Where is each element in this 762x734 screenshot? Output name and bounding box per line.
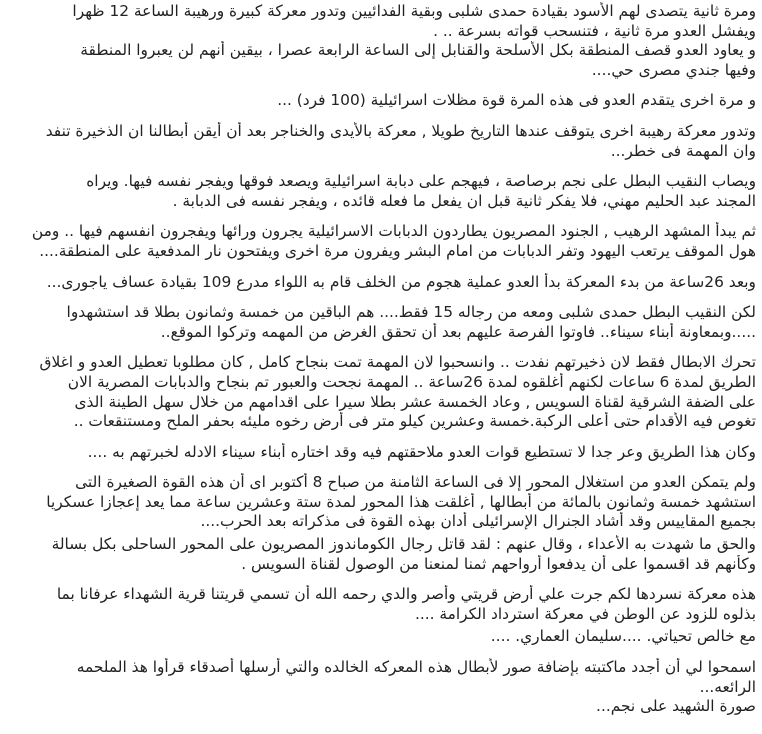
text-line: تحرك الابطال فقط لان ذخيرتهم نفدت .. وانسحبوا لان المهمة تمت بنجاح كامل , كان مطلوبا تعطيل العدو و اغلاق xyxy=(39,353,756,372)
text-line: تغوص فيه الأقدام حتى أعلى الركبة.خمسة وعشرين كيلو متر فى أرض رخوه مليئه بحفر الملح ومستنقعات .. xyxy=(73,412,756,431)
paragraph-5 xyxy=(6,222,756,261)
text-line: على الضفة الشرقية لقناة السويس , وعاد الخمسة عشر بطلا سيرا على اقدامهم من خلال سهل الطينة الذى xyxy=(74,392,756,411)
paragraph-13-signature xyxy=(6,627,756,647)
text-line: وكان هذا الطريق وعر جدا لا تستطيع قوات العدو ملاحقتهم فيه وقد اختاره أبناء سيناء الادله لخبرتهم به .... xyxy=(87,442,756,461)
text-line: ويفشل العدو مرة ثانية ، فتنسحب قواته بسرعة .. . xyxy=(433,21,756,40)
paragraph-14 xyxy=(6,658,756,717)
text-line: و مرة اخرى يتقدم العدو فى هذه المرة قوة مظلات اسرائيلية (100 فرد) ... xyxy=(277,91,756,110)
text-line: هول الموقف يرتعب اليهود وتفر الدبابات من امام البشر ويفرون مرة اخرى ويفتحون نار المدفعية على المنطقة.... xyxy=(39,241,756,260)
text-line: ولم يتمكن العدو من استغلال المحور إلا فى الساعة الثامنة من صباح 8 أكتوبر اى أن هذه القوة الصغيرة التى xyxy=(75,473,756,492)
text-line: استشهد خمسة وثمانون بالمائة من أبطالها , أغلقت هذا المحور لمدة ستة وعشرين ساعة مما يعد إعجازا عسكريا xyxy=(46,492,756,511)
text-line: و يعاود العدو قصف المنطقة بكل الأسلحة والقنابل إلى الساعة الرابعة عصرا ، بيقين أنهم لن يعبروا المنطقة xyxy=(80,41,756,60)
paragraph-8 xyxy=(6,353,756,431)
text-line: الطريق لمدة 6 ساعات لكنهم أغلقوه لمدة 26ساعة .. المهمة نجحت والعبور تم بنجاح والدبابات المصرية الان xyxy=(67,372,756,391)
text-line: بذلوه للزود عن الوطن في معركة استرداد الكرامة .... xyxy=(414,604,756,623)
text-line: هذه معركة نسردها لكم جرت علي أرض قريتي وأصر والدي رحمه الله أن تسمي قريتنا قرية الشهداء عرفانا بما xyxy=(56,585,756,604)
paragraph-6 xyxy=(6,273,756,293)
paragraph-12 xyxy=(6,585,756,624)
paragraph-4 xyxy=(6,172,756,211)
text-line: المجند عبد الحليم مهني، فلا يفكر ثانية قبل ان يفعل ما فعله قائده ، ويفجر نفسه فى الدبابة . xyxy=(172,191,756,210)
text-line: .....وبمعاونة أبناء سيناء.. فاوتوا الفرصة عليهم بعد أن تحقق الغرض من المهمه وتركوا الموقع.. xyxy=(160,322,756,341)
paragraph-1 xyxy=(6,2,756,80)
text-line: لكن النقيب البطل حمدى شلبى ومعه من رجاله 15 فقط.... هم الباقين من خمسة وثمانون بطلا قد استشهدوا xyxy=(66,303,756,322)
text-line: وكأنهم قد اقسموا على أن يدفعوا أرواحهم ثمنا لمنعنا من الوصول لقناة السويس . xyxy=(241,554,756,573)
text-line: وبعد 26ساعة من بدء المعركة بدأ العدو عملية هجوم من الخلف قام به اللواء مدرع 109 بقيادة عساف ياجورى... xyxy=(46,272,756,291)
paragraph-3 xyxy=(6,122,756,161)
paragraph-9 xyxy=(6,443,756,463)
text-line: والحق ما شهدت به الأعداء ، وقال عنهم : لقد قاتل رجال الكوماندوز المصريون على المحور الساحلى بكل بسالة xyxy=(51,535,756,554)
text-line: وفيها جندي مصرى حي.... xyxy=(591,60,756,79)
text-line: الرائعه... xyxy=(699,677,756,696)
paragraph-10 xyxy=(6,473,756,532)
text-line: ثم يبدأ المشهد الرهيب , الجنود المصريون يطاردون الدبابات الاسرائيلية يجرون ورائها ويفجرون انفسهم فيها .. ومن xyxy=(31,222,756,241)
text-line: اسمحوا لي أن أجدد ماكتبته بإضافة صور لأبطال هذه المعركه الخالده والتي أرسلها أصدقاء قرأوا هذ الملحمه xyxy=(76,658,756,677)
text-line: ويصاب النقيب البطل على نجم برصاصة ، فيهجم على دبابة اسرائيلية ويصعد فوقها ويفجر نفسه فيها. ويراه xyxy=(86,172,756,191)
paragraph-2 xyxy=(6,91,756,111)
text-line: بجميع المقاييس وقد أشاد الجنرال الإسرائيلى أدان بهذه القوة فى مذكراته بعد الحرب.... xyxy=(200,512,756,531)
paragraph-7 xyxy=(6,303,756,342)
text-line: وتدور معركة رهيبة اخرى يتوقف عندها التاريخ طويلا , معركة بالأيدى والخناجر بعد أن أيقن أبطالنا ان الذخيرة تنفد xyxy=(45,121,756,140)
text-line: صورة الشهيد على نجم... xyxy=(596,697,756,716)
text-line: ومرة ثانية يتصدى لهم الأسود بقيادة حمدى شلبى وبقية الفدائيين وتدور معركة كبيرة ورهيبة الساعة 12 ظهرا xyxy=(72,2,756,20)
text-line: مع خالص تحياتي. ....سليمان العماري. .... xyxy=(490,627,756,646)
text-line: وان المهمة فى خطر... xyxy=(610,141,756,160)
paragraph-11 xyxy=(6,535,756,574)
